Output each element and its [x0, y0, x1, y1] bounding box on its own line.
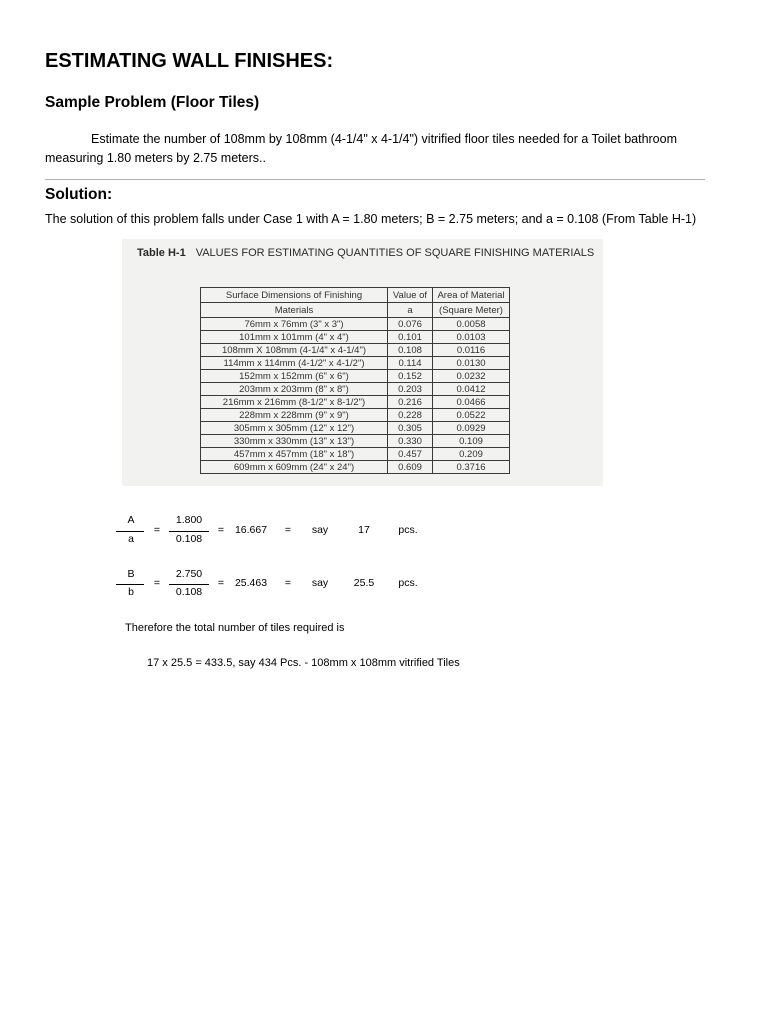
dimension-cell: 228mm x 228mm (9" x 9") — [201, 409, 388, 422]
value-a-cell: 0.152 — [388, 370, 433, 383]
table-row — [201, 435, 510, 448]
numerator-label: B — [127, 568, 135, 580]
solution-heading: Solution: — [45, 186, 113, 203]
say-label: say — [311, 524, 329, 536]
table-caption-id: Table H-1 — [137, 247, 186, 259]
value-a-cell: 0.330 — [388, 435, 433, 448]
table-row — [201, 461, 510, 474]
dimension-cell: 609mm x 609mm (24" x 24") — [201, 461, 388, 474]
table-header-row — [201, 288, 510, 303]
equals-sign: = — [284, 577, 292, 589]
conclusion-statement: Therefore the total number of tiles required is — [125, 622, 345, 634]
fraction-bar — [169, 531, 209, 532]
numerator-label: A — [127, 514, 135, 526]
dimension-cell: 114mm x 114mm (4-1/2" x 4-1/2") — [201, 357, 388, 370]
rounded-value: 25.5 — [353, 577, 375, 589]
table-row — [201, 448, 510, 461]
value-a-cell: 0.203 — [388, 383, 433, 396]
table-row — [201, 422, 510, 435]
dimension-cell: 216mm x 216mm (8-1/2" x 8-1/2") — [201, 396, 388, 409]
denominator-label: b — [128, 586, 134, 598]
table-row — [201, 370, 510, 383]
equals-sign: = — [217, 577, 225, 589]
area-cell: 0.0130 — [433, 357, 510, 370]
value-a-cell: 0.609 — [388, 461, 433, 474]
area-cell: 0.109 — [433, 435, 510, 448]
sample-problem-heading: Sample Problem (Floor Tiles) — [45, 94, 260, 111]
denominator-value: 0.108 — [175, 586, 203, 598]
quotient-value: 25.463 — [234, 577, 268, 589]
denominator-label: a — [128, 533, 134, 545]
quotient-value: 16.667 — [234, 524, 268, 536]
table-h1-figure — [122, 239, 603, 486]
dimension-cell: 152mm x 152mm (6" x 6") — [201, 370, 388, 383]
dimension-cell: 305mm x 305mm (12" x 12") — [201, 422, 388, 435]
value-a-cell: 0.076 — [388, 318, 433, 331]
area-cell: 0.0412 — [433, 383, 510, 396]
dimension-cell: 108mm X 108mm (4-1/4" x 4-1/4") — [201, 344, 388, 357]
final-result: 17 x 25.5 = 433.5, say 434 Pcs. - 108mm x 108mm vitrified Tiles — [147, 657, 460, 669]
section-divider — [45, 179, 705, 180]
equals-sign: = — [153, 524, 161, 536]
equals-sign: = — [153, 577, 161, 589]
table-row — [201, 409, 510, 422]
dimension-cell: 101mm x 101mm (4" x 4") — [201, 331, 388, 344]
value-a-cell: 0.228 — [388, 409, 433, 422]
numerator-value: 2.750 — [175, 568, 203, 580]
dimension-cell: 203mm x 203mm (8" x 8") — [201, 383, 388, 396]
solution-statement: The solution of this problem falls under Case 1 with A = 1.80 meters; B = 2.75 meters; and a = 0.108 (From Table H-1) — [45, 212, 697, 226]
area-cell: 0.209 — [433, 448, 510, 461]
fraction-bar — [116, 531, 144, 532]
area-cell: 0.0232 — [433, 370, 510, 383]
rounded-value: 17 — [358, 524, 370, 536]
header-cell: Area of Material — [433, 288, 510, 303]
table-row — [201, 383, 510, 396]
area-cell: 0.0116 — [433, 344, 510, 357]
document-title: ESTIMATING WALL FINISHES: — [45, 50, 334, 72]
value-a-cell: 0.114 — [388, 357, 433, 370]
table-caption — [137, 247, 594, 259]
area-cell: 0.0058 — [433, 318, 510, 331]
unit-label: pcs. — [398, 524, 418, 536]
value-a-cell: 0.457 — [388, 448, 433, 461]
area-cell: 0.0929 — [433, 422, 510, 435]
header-cell: a — [388, 303, 433, 318]
value-a-cell: 0.108 — [388, 344, 433, 357]
area-cell: 0.0522 — [433, 409, 510, 422]
area-cell: 0.3716 — [433, 461, 510, 474]
unit-label: pcs. — [398, 577, 418, 589]
dimension-cell: 330mm x 330mm (13" x 13") — [201, 435, 388, 448]
table-row — [201, 344, 510, 357]
table-row — [201, 318, 510, 331]
table-row — [201, 331, 510, 344]
fraction-bar — [116, 584, 144, 585]
table-row — [201, 357, 510, 370]
dimension-cell: 76mm x 76mm (3" x 3") — [201, 318, 388, 331]
header-cell: Materials — [201, 303, 388, 318]
dimension-cell: 457mm x 457mm (18" x 18") — [201, 448, 388, 461]
numerator-value: 1.800 — [175, 514, 203, 526]
equals-sign: = — [284, 524, 292, 536]
problem-statement: Estimate the number of 108mm by 108mm (4-1/4" x 4-1/4") vitrified floor tiles needed for a Toilet bathroom measuring 1.80 meters by 2.75 meters.. — [45, 132, 677, 165]
value-a-cell: 0.305 — [388, 422, 433, 435]
header-cell: Value of — [388, 288, 433, 303]
equals-sign: = — [217, 524, 225, 536]
fraction-bar — [169, 584, 209, 585]
header-cell: (Square Meter) — [433, 303, 510, 318]
area-cell: 0.0466 — [433, 396, 510, 409]
table-h1 — [200, 287, 510, 474]
area-cell: 0.0103 — [433, 331, 510, 344]
table-caption-title: VALUES FOR ESTIMATING QUANTITIES OF SQUARE FINISHING MATERIALS — [195, 247, 595, 259]
table-row — [201, 396, 510, 409]
say-label: say — [311, 577, 329, 589]
value-a-cell: 0.216 — [388, 396, 433, 409]
header-cell: Surface Dimensions of Finishing — [201, 288, 388, 303]
table-header-row — [201, 303, 510, 318]
value-a-cell: 0.101 — [388, 331, 433, 344]
denominator-value: 0.108 — [175, 533, 203, 545]
